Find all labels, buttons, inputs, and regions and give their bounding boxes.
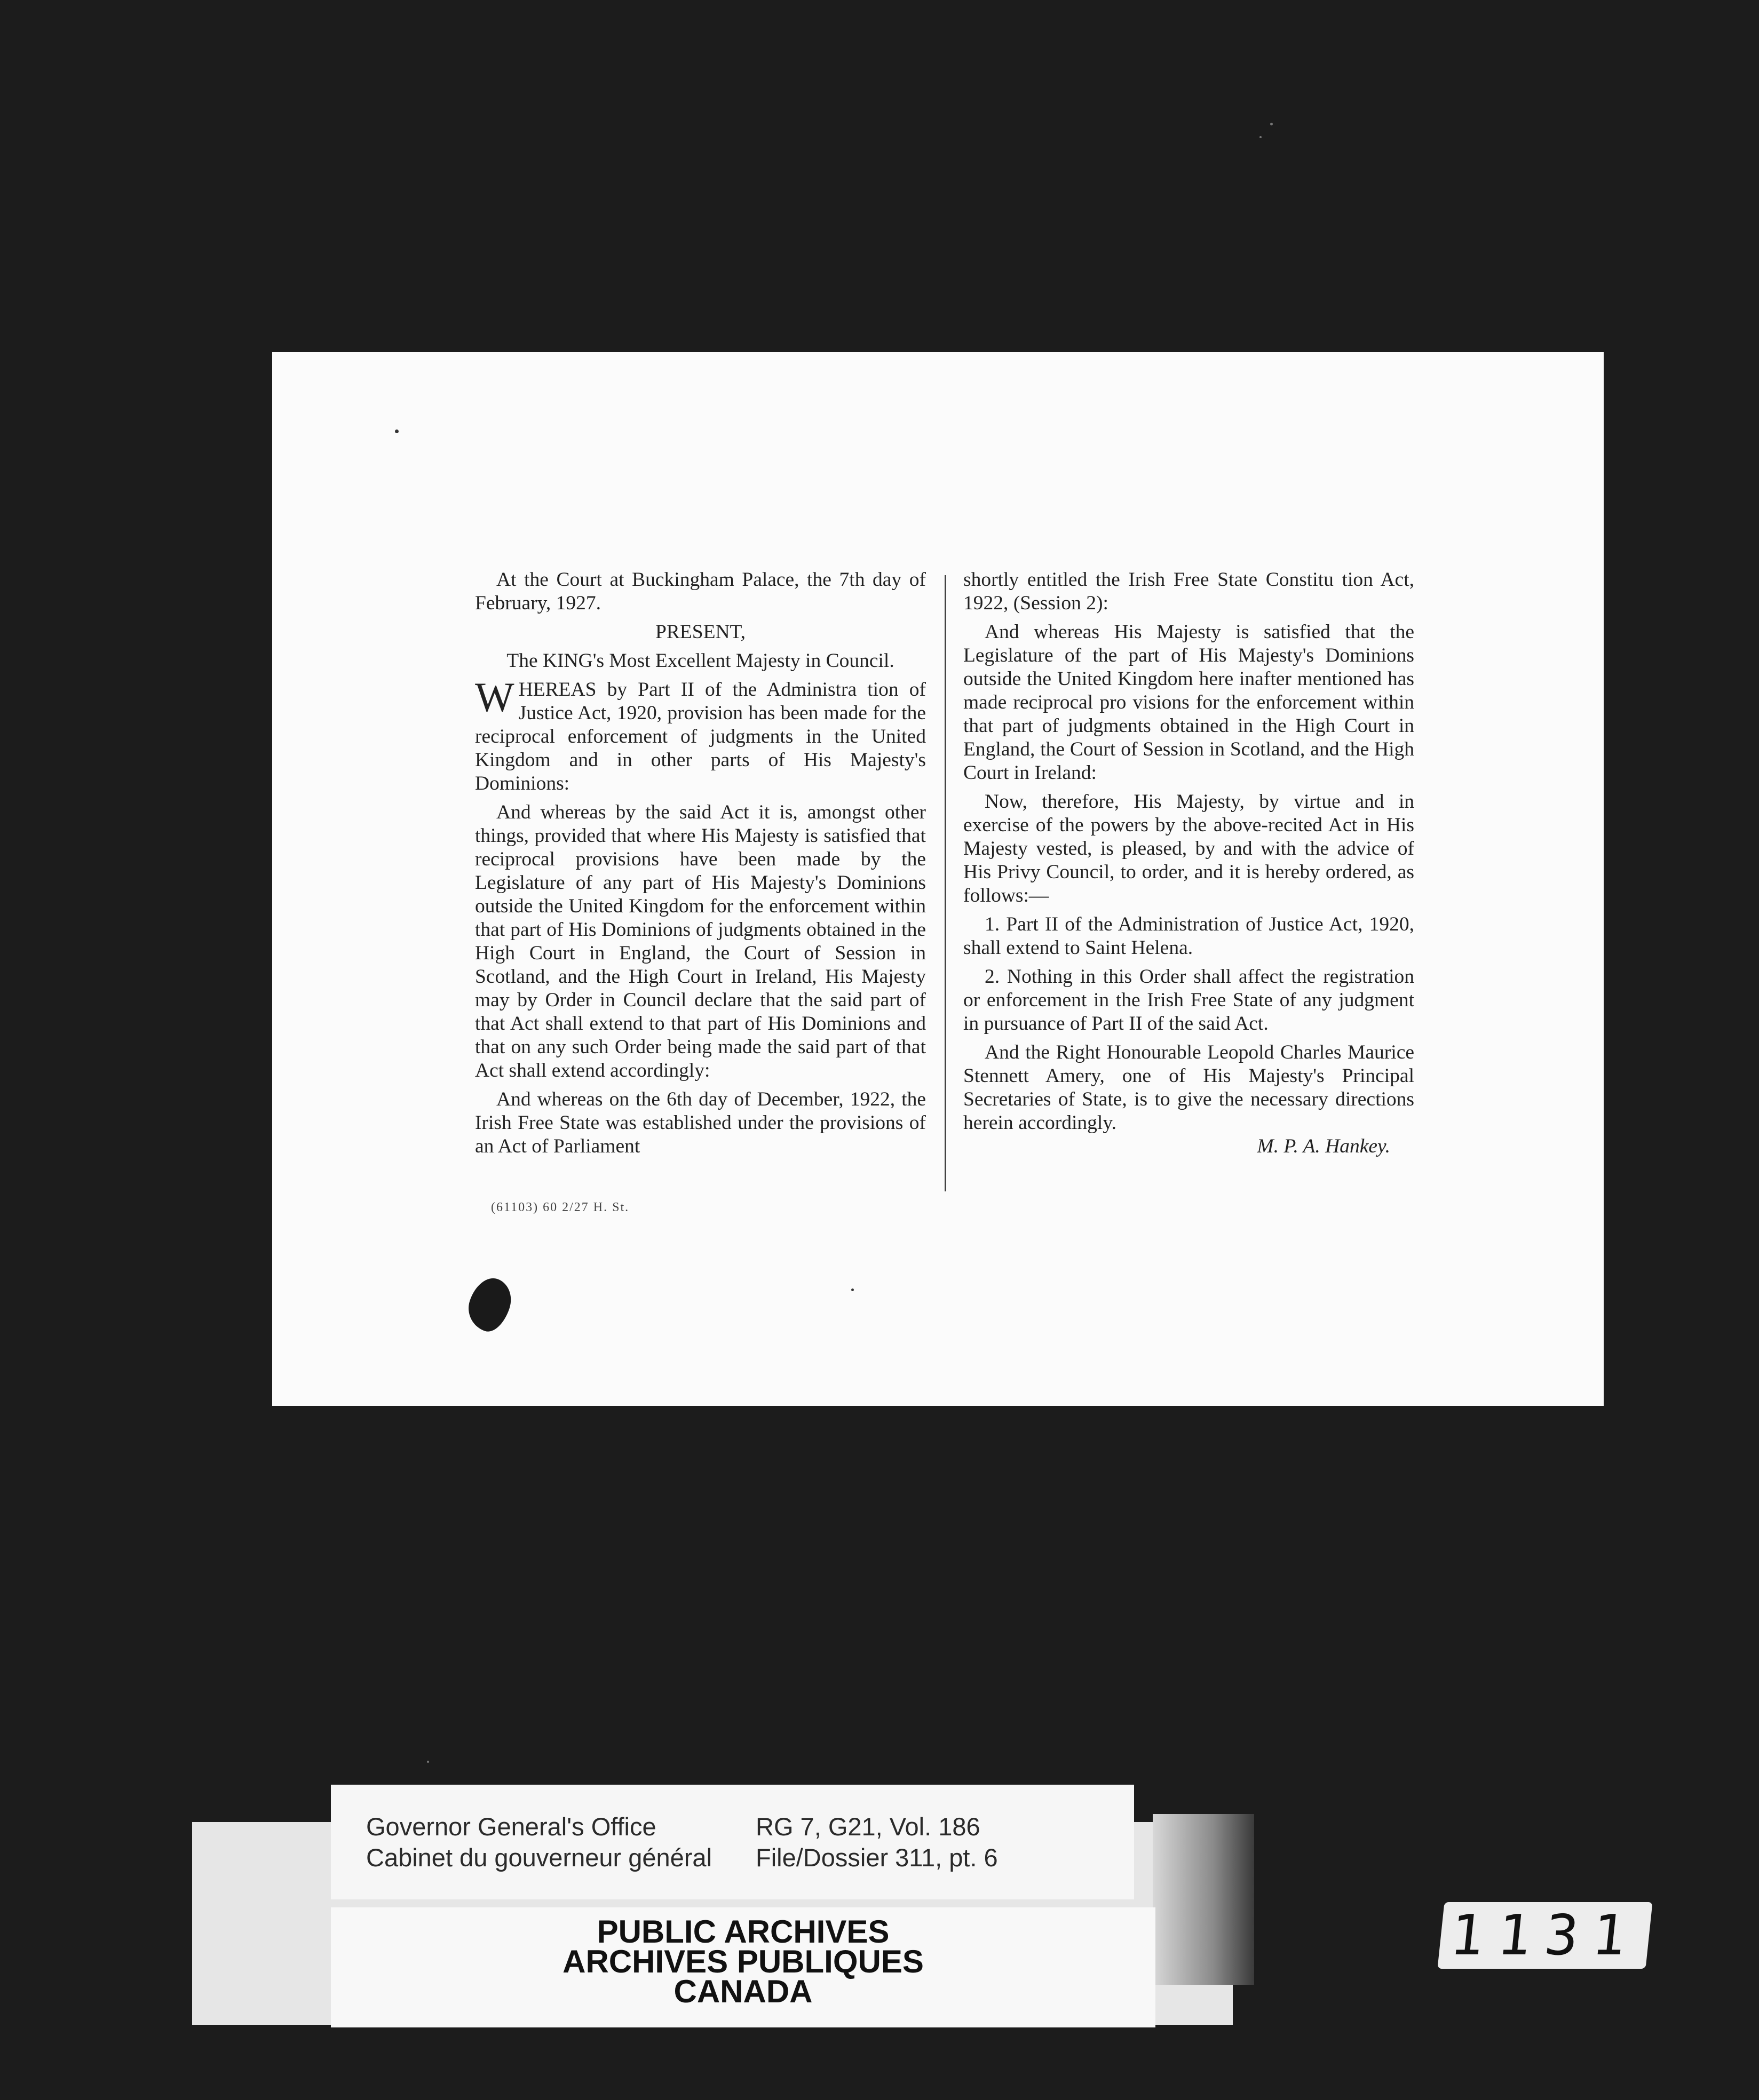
office-name-french: Cabinet du gouverneur général xyxy=(366,1843,712,1872)
whereas-paragraph xyxy=(475,674,926,796)
drop-cap: W xyxy=(475,674,514,720)
public-archives-stamp xyxy=(331,1907,1155,2027)
directions-paragraph: And the Right Honourable Leopold Charles Maurice Stennett Amery, one of His Majesty's Principal Secretaries of State, is to give the necessary directions herein accordingly. xyxy=(963,1041,1414,1134)
recital-paragraph: And whereas by the said Act it is, amongst other things, provided that where His Majesty is satisfied that reciprocal provisions have been made by the Legislature of any part of His Majesty's Dominions outside the United Kingdom for the enforcement within that part of His Dominions of judgments obtained in the High Court in England, the Court of Session in Scotland, and the High Court in Ireland, His Majesty may by Order in Council declare that the said part of that Act shall extend to that part of His Dominions and that on any such Order being made the said part of that Act shall extend accordingly: xyxy=(475,801,926,1081)
right-column xyxy=(963,568,1414,1158)
frame-counter: 1131 xyxy=(1437,1902,1652,1969)
left-column xyxy=(475,568,926,1158)
film-speck xyxy=(427,1761,429,1763)
order-in-council-page xyxy=(272,352,1604,1406)
court-header: At the Court at Buckingham Palace, the 7th day of February, 1927. xyxy=(475,569,926,614)
record-group-reference: RG 7, G21, Vol. 186 xyxy=(756,1812,980,1841)
paper-speck xyxy=(395,429,399,433)
file-reference: File/Dossier 311, pt. 6 xyxy=(756,1843,998,1872)
column-divider xyxy=(945,575,946,1191)
archives-line-english: PUBLIC ARCHIVES xyxy=(597,1914,890,1950)
paper-speck xyxy=(851,1288,854,1291)
archives-line-canada: CANADA xyxy=(674,1974,813,2009)
satisfied-paragraph: And whereas His Majesty is satisfied that the Legislature of the part of His Majesty's Dominions outside the United Kingdom here inafter mentioned has made reciprocal pro visions for the enforcement within that part of judgments obtained in the High Court in England, the Court of Session in Scotland, and the High Court in Ireland: xyxy=(963,621,1414,784)
now-therefore-paragraph: Now, therefore, His Majesty, by virtue and in exercise of the powers by the above-recited Act in His Majesty vested, is pleased, by and with the advice of His Privy Council, to order, and it is hereby ordered, as follows:— xyxy=(963,791,1414,906)
signature: M. P. A. Hankey. xyxy=(1257,1135,1390,1157)
office-name-english: Governor General's Office xyxy=(366,1812,656,1841)
clause-2: 2. Nothing in this Order shall affect the registration or enforcement in the Irish Free State of any judgment in pursuance of Part II of the said Act. xyxy=(963,966,1414,1035)
constitution-act-continuation: shortly entitled the Irish Free State Constitu tion Act, 1922, (Session 2): xyxy=(963,569,1414,614)
tray-shadow xyxy=(1153,1814,1254,1985)
film-speck xyxy=(1259,136,1262,138)
clause-1: 1. Part II of the Administration of Justice Act, 1920, shall extend to Saint Helena. xyxy=(963,913,1414,959)
film-speck xyxy=(1270,123,1273,125)
archives-line-french: ARCHIVES PUBLIQUES xyxy=(562,1944,924,1979)
present-heading: PRESENT, xyxy=(655,621,746,643)
printer-mark: (61103) 60 2/27 H. St. xyxy=(491,1200,630,1214)
archive-reference-label xyxy=(331,1785,1134,1899)
irish-free-state-paragraph: And whereas on the 6th day of December, 1922, the Irish Free State was established under the provisions of an Act of Parliament xyxy=(475,1088,926,1157)
majesty-line: The KING's Most Excellent Majesty in Council. xyxy=(506,650,894,672)
ink-blot xyxy=(462,1273,517,1336)
whereas-text: HEREAS by Part II of the Administra tion of Justice Act, 1920, provision has been made for the reciprocal enforcement of judgments in the United Kingdom and in other parts of His Majesty's Dominions: xyxy=(475,679,926,794)
